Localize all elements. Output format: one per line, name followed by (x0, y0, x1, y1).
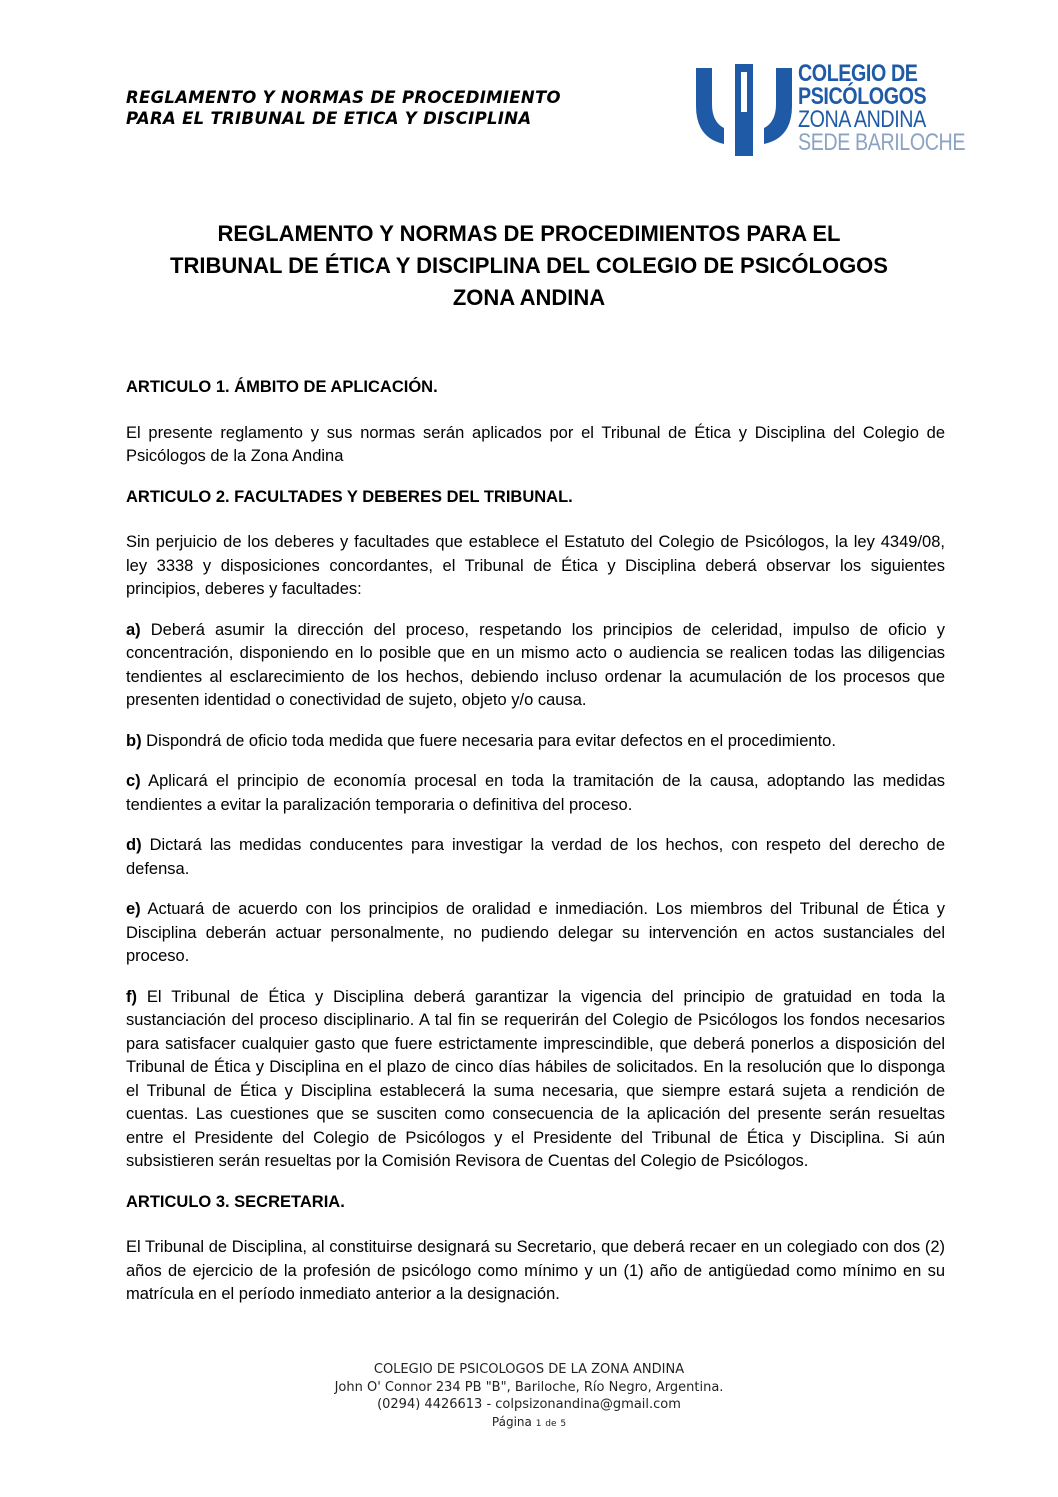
header-title-line2: PARA EL TRIBUNAL DE ETICA Y DISCIPLINA (126, 109, 532, 128)
item-e-text: Actuará de acuerdo con los principios de oralidad e inmediación. Los miembros del Tribunal de Ética y Disciplina deberán actuar personalmente, no pudiendo delegar su intervención en actos sustanciales del proceso. (126, 900, 945, 965)
page-of: de (545, 1418, 557, 1429)
article-2-intro: Sin perjuicio de los deberes y facultades que establece el Estatuto del Colegio de Psicólogos, la ley 4349/08, ley 3338 y disposiciones concordantes, el Tribunal de Ética y Disciplina deberá observar los siguientes principios, deberes y facultades: (126, 533, 945, 598)
article-2-item-f (126, 986, 945, 1174)
item-b-text: Dispondrá de oficio toda medida que fuere necesaria para evitar defectos en el procedimiento. (141, 731, 836, 750)
document-title (100, 218, 958, 314)
colegio-logo (694, 60, 966, 162)
page-label: Página (491, 1414, 532, 1429)
item-f-label: f) (126, 987, 137, 1006)
footer-org-name: COLEGIO DE PSICOLOGOS DE LA ZONA ANDINA (373, 1362, 685, 1377)
document-title-line3: ZONA ANDINA (452, 285, 606, 310)
item-c-label: c) (126, 772, 141, 790)
item-f-text: El Tribunal de Ética y Disciplina deberá garantizar la vigencia del principio de gratuidad en toda la sustanciación del proceso disciplinario. A tal fin se requerirán del Colegio de Psicólogos los fondos necesarios para satisfacer cualquier gasto que fuere estrictamente imprescindible, que deberá ponerlos a disposición del Tribunal de Ética y Disciplina en el plazo de cinco días hábiles de solicitados. En la resolución que lo disponga el Tribunal de Ética y Disciplina establecerá la suma necesaria, que siempre estará sujeta a rendición de cuentas. Las cuestiones que se susciten como consecuencia de la aplicación del presente serán resueltas entre el Presidente del Colegio de Psicólogos y el Presidente del Tribunal de Ética y Disciplina. Si aún subsistieren serán resueltas por la Comisión Revisora de Cuentas del Colegio de Psicólogos. (126, 987, 945, 1170)
item-d-text: Dictará las medidas conducentes para investigar la verdad de los hechos, con respeto del derecho de defensa. (126, 836, 945, 878)
document-title-line1: REGLAMENTO Y NORMAS DE PROCEDIMIENTOS PARA EL (217, 221, 841, 246)
article-2-item-c (126, 770, 945, 817)
item-b-label: b) (126, 731, 142, 750)
article-3-heading: ARTICULO 3. SECRETARIA. (126, 1192, 345, 1211)
article-2-item-d (126, 834, 945, 881)
article-2-item-a (126, 619, 945, 713)
article-1-paragraph: El presente reglamento y sus normas serán aplicados por el Tribunal de Ética y Disciplina del Colegio de Psicólogos de la Zona Andina (126, 423, 945, 465)
logo-line2: PSICÓLOGOS (798, 83, 927, 110)
item-a-text: Deberá asumir la dirección del proceso, respetando los principios de celeridad, impulso de oficio y concentración, disponiendo en lo posible que en un mismo acto o audiencia se realicen todas las diligencias tendientes al esclarecimiento de los hechos, debiendo incluso ordenar la acumulación de los procesos que presenten identidad o conectividad de sujeto, objeto y/o causa. (126, 620, 945, 709)
psi-emblem-icon (694, 62, 794, 158)
item-e-label: e) (126, 900, 141, 918)
page-current: 1 (535, 1418, 542, 1429)
article-2-item-e (126, 898, 945, 969)
logo-line3: ZONA ANDINA (798, 106, 926, 133)
logo-line4: SEDE BARILOCHE (798, 129, 966, 156)
logo-line1: COLEGIO DE (798, 60, 918, 87)
logo-text (798, 62, 965, 154)
document-title-line2: TRIBUNAL DE ÉTICA Y DISCIPLINA DEL COLEGIO DE PSICÓLOGOS (170, 253, 888, 278)
article-1-heading: ARTICULO 1. ÁMBITO DE APLICACIÓN. (126, 378, 438, 396)
article-2-item-b (126, 730, 945, 754)
document-body (126, 376, 945, 1324)
header-title (126, 87, 561, 129)
item-c-text: Aplicará el principio de economía procesal en toda la tramitación de la causa, adoptando las medidas tendientes a evitar la paralización temporaria o definitiva del proceso. (126, 772, 945, 814)
item-a-label: a) (126, 620, 141, 639)
page-footer (0, 1361, 1058, 1433)
header-title-line1: REGLAMENTO Y NORMAS DE PROCEDIMIENTO (126, 88, 561, 107)
footer-contact: (0294) 4426613 - colpsizonandina@gmail.com (377, 1397, 681, 1412)
article-3-paragraph: El Tribunal de Disciplina, al constituirse designará su Secretario, que deberá recaer en un colegiado con dos (2) años de ejercicio de la profesión de psicólogo como mínimo y un (1) año de antigüedad como mínimo en su matrícula en el período inmediato anterior a la designación. (126, 1238, 945, 1303)
footer-address: John O' Connor 234 PB "B", Bariloche, Río Negro, Argentina. (334, 1379, 724, 1395)
page-number (0, 1414, 1058, 1434)
article-2-heading: ARTICULO 2. FACULTADES Y DEBERES DEL TRIBUNAL. (126, 487, 573, 506)
item-d-label: d) (126, 836, 142, 854)
page-total: 5 (560, 1418, 567, 1429)
